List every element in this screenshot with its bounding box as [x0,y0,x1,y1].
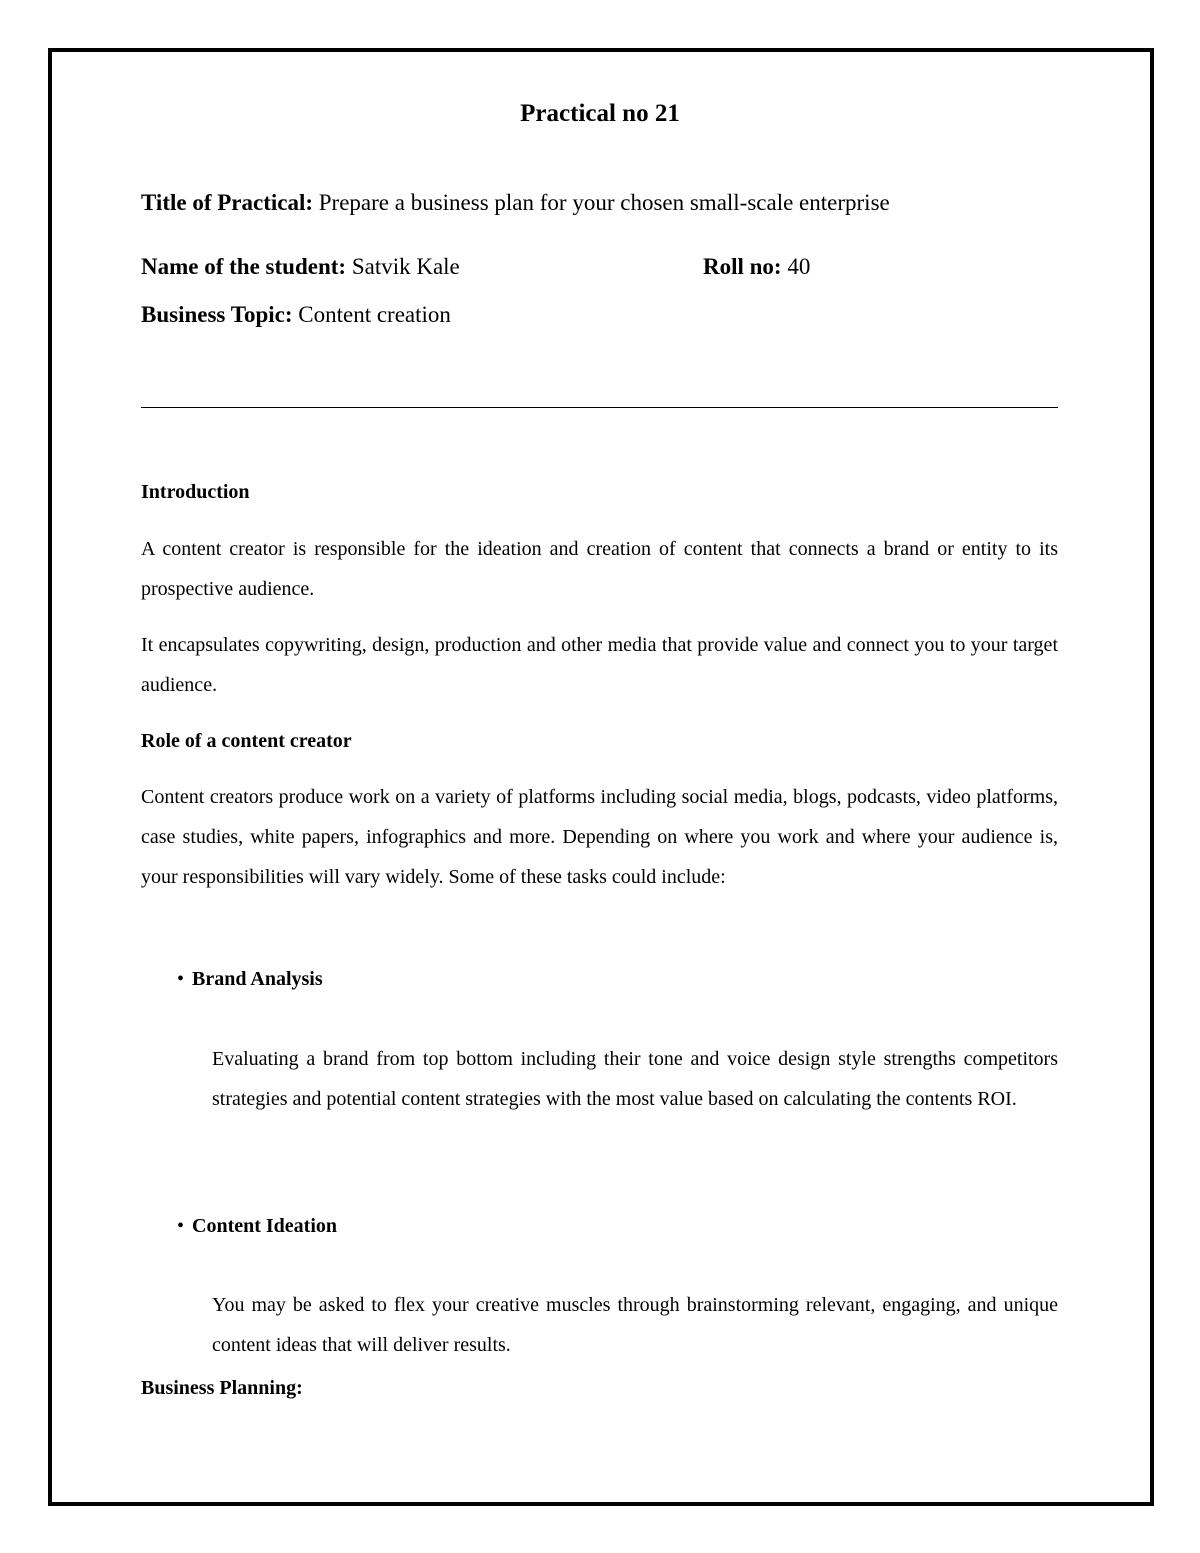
section-divider [141,407,1058,408]
bullet-brand-analysis [177,965,323,993]
business-planning-heading: Business Planning: [141,1377,303,1399]
student-name-line [141,251,460,283]
introduction-paragraph-2: It encapsulates copywriting, design, production and other media that provide value and connect you to your target audience. [141,634,1058,696]
student-name-value: Satvik Kale [351,254,460,279]
bullet-title: Content Ideation [192,1215,338,1237]
bullet-content-ideation [177,1212,337,1240]
roll-number-line [703,251,810,283]
introduction-heading: Introduction [141,481,250,503]
business-topic-label: Business Topic: [141,302,293,327]
content-ideation-text: You may be asked to flex your creative muscles through brainstorming relevant, engaging, and unique content ideas that will deliver results. [212,1294,1058,1356]
business-topic-line [141,299,451,331]
brand-analysis-text: Evaluating a brand from top bottom including their tone and voice design style strengths competitors strategies and potential content strategies with the most value based on calculating the contents ROI. [212,1048,1058,1110]
introduction-paragraph-1: A content creator is responsible for the ideation and creation of content that connects a brand or entity to its prospective audience. [141,538,1058,600]
roll-number-label: Roll no: [703,254,782,279]
practical-title-line [141,187,890,219]
practical-title-value: Prepare a business plan for your chosen small-scale enterprise [318,190,890,215]
student-name-label: Name of the student: [141,254,347,279]
bullet-icon: • [177,968,185,990]
bullet-icon: • [177,1215,185,1237]
practical-title-label: Title of Practical: [141,190,314,215]
bullet-title: Brand Analysis [192,968,323,990]
role-heading: Role of a content creator [141,730,352,752]
roll-number-value: 40 [787,254,811,279]
business-topic-value: Content creation [298,302,451,327]
page-title: Practical no 21 [520,100,680,127]
role-paragraph: Content creators produce work on a variety of platforms including social media, blogs, podcasts, video platforms, case studies, white papers, infographics and more. Depending on where you work and where your audience is, your responsibilities will vary widely. Some of these tasks could include: [141,786,1058,888]
